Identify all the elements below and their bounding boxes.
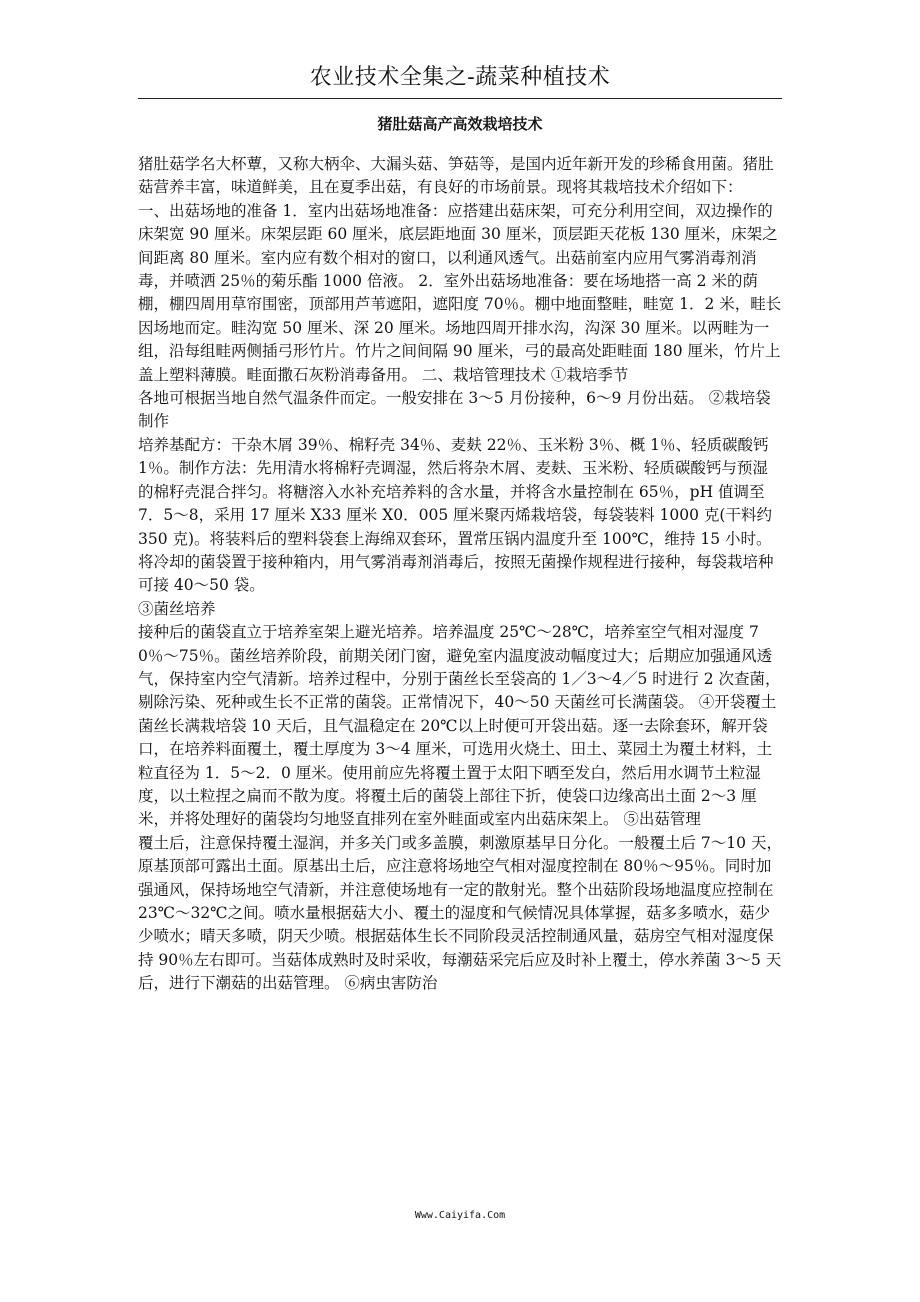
paragraph-mycelium-heading: ③菌丝培养 (138, 599, 216, 618)
article-body (138, 153, 782, 996)
paragraph-bag-making: 培养基配方：干杂木屑 39％、棉籽壳 34％、麦麸 22％、玉米粉 3％、概 1％、轻质碳酸钙 1％。制作方法：先用清水将棉籽壳调湿，然后将杂木屑、麦麸、玉米粉、轻质碳酸钙与预湿的棉籽壳混合拌匀。将糖溶入水补充培养料的含水量，并将含水量控制在 65％，pH 值调至 7．5～8，采用 17 厘米 X33 厘米 X0．005 厘米聚丙烯栽培袋，每袋装料 1000 克(干料约 350 克)。将装料后的塑料袋套上海绵双套环，置常压锅内温度升至 100℃，维持 15 小时。将冷却的菌袋置于接种箱内，用气雾消毒剂消毒后，按照无菌操作规程进行接种，每袋栽培种可接 40～50 袋。 (138, 435, 777, 595)
paragraph-season: 各地可根据当地自然气温条件而定。一般安排在 3～5 月份接种，6～9 月份出菇。 ②栽培袋制作 (138, 389, 771, 431)
paragraph-mycelium: 接种后的菌袋直立于培养室架上避光培养。培养温度 25℃～28℃，培养室空气相对湿度 70％～75％。菌丝培养阶段，前期关闭门窗，避免室内温度波动幅度过大；后期应加强通风透气，保持室内空气清新。培养过程中，分别于菌丝长至袋高的 1／3～4／5 时进行 2 次查菌，剔除污染、死种或生长不正常的菌袋。正常情况下，40～50 天菌丝可长满菌袋。 ④开袋覆土 (138, 623, 781, 712)
paragraph-fruiting: 覆土后，注意保持覆土湿润，并多关门或多盖膜，刺激原基早日分化。一般覆土后 7～10 天，原基顶部可露出土面。原基出土后，应注意将场地空气相对湿度控制在 80％～95％。同时加强通风，保持场地空气清新，并注意使场地有一定的散射光。整个出菇阶段场地温度应控制在 23℃～32℃之间。喷水量根据菇大小、覆土的湿度和气候情况具体掌握，菇多多喷水，菇少少喷水；晴天多喷，阴天少喷。根据菇体生长不同阶段灵活控制通风量，菇房空气相对湿度保持 90％左右即可。当菇体成熟时及时采收，每潮菇采完后应及时补上覆土，停水养菌 3～5 天后，进行下潮菇的出菇管理。 ⑥病虫害防治 (138, 833, 782, 993)
paragraph-casing: 菌丝长满栽培袋 10 天后，且气温稳定在 20℃以上时便可开袋出菇。逐一去除套环，解开袋口，在培养料面覆土，覆土厚度为 3～4 厘米，可选用火烧土、田土、菜园土为覆土材料，土粒直径为 1．5～2．0 厘米。使用前应先将覆土置于太阳下晒至发白，然后用水调节土粒湿度，以土粒捏之扁而不散为度。将覆土后的菌袋上部往下折，使袋口边缘高出土面 2～3 厘米，并将处理好的菌袋均匀地竖直排列在室外畦面或室内出菇床架上。 ⑤出菇管理 (138, 716, 773, 829)
footer-site: Www.Caiyifa.Com (414, 1210, 506, 1221)
article-title: 猪肚菇高产高效栽培技术 (377, 115, 543, 133)
page-header (138, 58, 782, 99)
header-title: 农业技术全集之-蔬菜种植技术 (309, 65, 611, 90)
paragraph-intro: 猪肚菇学名大杯蕈，又称大柄伞、大漏头菇、笋菇等，是国内近年新开发的珍稀食用菌。猪肚菇营养丰富，味道鲜美，且在夏季出菇，有良好的市场前景。现将其栽培技术介绍如下： 一、出菇场地的准备 1．室内出菇场地准备：应搭建出菇床架，可充分利用空间，双边操作的床架宽 90 厘米。床架层距 60 厘米，底层距地面 30 厘米，顶层距天花板 130 厘米，床架之间距离 80 厘米。室内应有数个相对的窗口，以利通风透气。出菇前室内应用气雾消毒剂消毒，并喷洒 25％的菊乐酯 1000 倍液。 2．室外出菇场地准备：要在场地搭一高 2 米的荫棚，棚四周用草帘围密，顶部用芦苇遮阳，遮阳度 70％。棚中地面整畦，畦宽 1．2 米，畦长因场地而定。畦沟宽 50 厘米、深 20 厘米。场地四周开排水沟，沟深 30 厘米。以两畦为一组，沿每组畦两侧插弓形竹片。竹片之间间隔 90 厘米，弓的最高处距畦面 180 厘米，竹片上盖上塑料薄膜。畦面撒石灰粉消毒备用。 二、栽培管理技术 ①栽培季节 (138, 155, 782, 384)
